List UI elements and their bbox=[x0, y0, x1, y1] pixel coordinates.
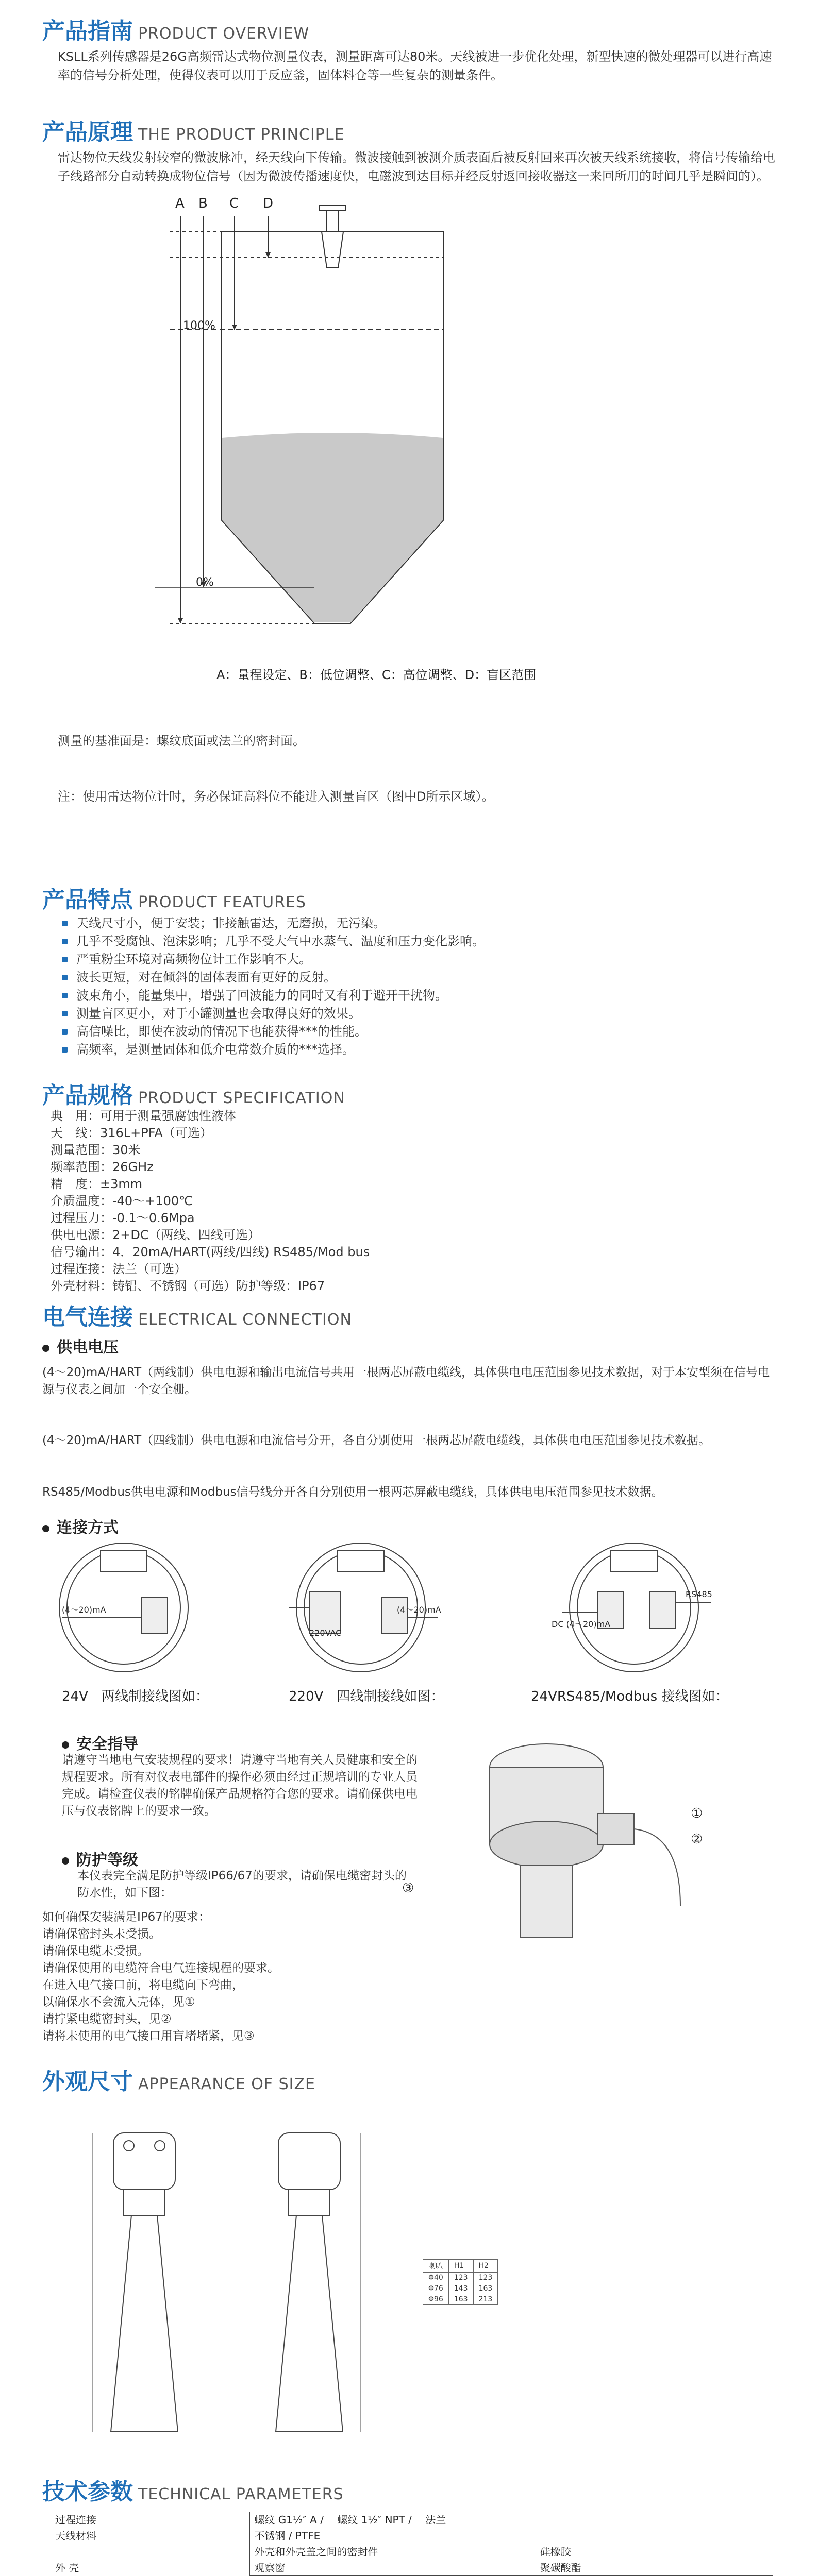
feature-item: 几乎不受腐蚀、泡沫影响；几乎不受大气中水蒸气、温度和压力变化影响。 bbox=[58, 933, 790, 951]
safety-title: 安全指导 bbox=[62, 1731, 138, 1754]
overview-title: 产品指南 PRODUCT OVERVIEW bbox=[42, 18, 310, 44]
label-c: C bbox=[229, 196, 239, 211]
spec-row: 供电电源：2+DC（两线、四线可选） bbox=[51, 1228, 260, 1242]
note-blind-zone: 注：使用雷达物位计时，务必保证高料位不能进入测量盲区（图中D所示区域）。 bbox=[58, 789, 494, 804]
spec-row: 精 度：±3mm bbox=[51, 1177, 143, 1191]
spec-row: 信号输出：4．20mA/HART(两线/四线) RS485/Mod bus bbox=[51, 1245, 370, 1259]
label-empty: 0% bbox=[196, 576, 214, 589]
protection-step: 请确保使用的电缆符合电气连接规程的要求。 bbox=[42, 1961, 279, 1975]
spec-title: 产品规格 PRODUCT SPECIFICATION bbox=[42, 1082, 345, 1109]
spec-row: 测量范围：30米 bbox=[51, 1143, 141, 1157]
feature-item: 测量盲区更小，对于小罐测量也会取得良好的效果。 bbox=[58, 1005, 790, 1023]
tech-title: 技术参数 TECHNICAL PARAMETERS bbox=[42, 2479, 344, 2505]
principle-text: 雷达物位天线发射较窄的微波脉冲，经天线向下传输。微波接触到被测介质表面后被反射回来再次被天线系统接收，将信号传输给电子线路部分自动转换成物位信号（因为微波传播速度快，电磁波到达目标并经反射返回接收器这一来回所用的时间几乎是瞬间的）。 bbox=[58, 150, 775, 183]
spec-row: 过程连接：法兰（可选） bbox=[51, 1262, 187, 1276]
wiring-caption-220v: 220V 四线制接线如图： bbox=[289, 1689, 444, 1704]
supply-text-2: (4～20)mA/HART（四线制）供电电源和电流信号分开，各自分别使用一根两芯屏蔽电缆线，具体供电电压范围参见技术数据。 bbox=[42, 1434, 711, 1447]
feature-item: 波束角小，能量集中，增强了回波能力的同时又有利于避开干扰物。 bbox=[58, 987, 790, 1005]
supply-title: 供电电压 bbox=[42, 1334, 119, 1357]
feature-item: 波长更短，对在倾斜的固体表面有更好的反射。 bbox=[58, 969, 790, 987]
protection-step: 如何确保安装满足IP67的要求： bbox=[42, 1910, 210, 1924]
spec-row: 天 线：316L+PFA（可选） bbox=[51, 1126, 212, 1140]
label-full: 100% bbox=[183, 319, 215, 332]
wiring-caption-rs485: 24VRS485/Modbus 接线图如： bbox=[531, 1689, 729, 1704]
note-baseline: 测量的基准面是：螺纹底面或法兰的密封面。 bbox=[58, 734, 305, 748]
protection-step: 请确保电缆未受损。 bbox=[42, 1944, 149, 1958]
safety-text: 请遵守当地电气安装规程的要求！请遵守当地有关人员健康和安全的规程要求。所有对仪表电部件的操作必须由经过正规培训的专业人员完成。请检查仪表的铭牌确保产品规格符合您的要求。请确保供电电压与仪表铭牌上的要求一致。 bbox=[62, 1753, 418, 1818]
supply-text-3: RS485/Modbus供电电源和Modbus信号线分开各自分别使用一根两芯屏蔽电缆线，具体供电电压范围参见技术数据。 bbox=[42, 1485, 663, 1499]
tech-param-table: 过程连接 螺纹 G1½″ A / 螺纹 1½″ NPT / 法兰 天线材料 不锈钢 / PTFE 外 壳 外壳和外壳盖之间的密封件 硅橡胶 观察窗 聚碳酸酯 bbox=[51, 2512, 773, 2576]
wiring-caption-24v: 24V 两线制接线图如： bbox=[62, 1689, 209, 1704]
terminal-label: DC (4～20)mA bbox=[552, 1619, 611, 1629]
dimension-table: 喇叭 H1 H2 Φ40 123 123 Φ76 143 163 Φ96 163 213 bbox=[423, 2259, 498, 2305]
terminal-label: (4～20)mA bbox=[397, 1605, 441, 1615]
electrical-title: 电气连接 ELECTRICAL CONNECTION bbox=[42, 1304, 352, 1330]
spec-row: 典 用：可用于测量强腐蚀性液体 bbox=[51, 1109, 236, 1123]
feature-item: 高频率，是测量固体和低介电常数介质的***选择。 bbox=[58, 1041, 790, 1059]
terminal-label: (4～20)mA bbox=[62, 1605, 106, 1615]
protection-step: 请拧紧电缆密封头，见② bbox=[42, 2012, 172, 2026]
label-d: D bbox=[263, 196, 274, 211]
protection-step: 以确保水不会流入壳体，见① bbox=[42, 1995, 195, 2009]
diagram-caption: A：量程设定、B：低位调整、C：高位调整、D：盲区范围 bbox=[216, 668, 537, 682]
protection-step: 请确保密封头未受损。 bbox=[42, 1927, 161, 1941]
overview-text: KSLL系列传感器是26G高频雷达式物位测量仪表，测量距离可达80米。天线被进一步优化处理，新型快速的微处理器可以进行高速率的信号分析处理，使得仪表可以用于反应釜，固体料仓等一些复杂的测量条件。 bbox=[58, 49, 772, 82]
spec-row: 外壳材料：铸铝、不锈钢（可选）防护等级：IP67 bbox=[51, 1279, 325, 1293]
protection-title: 防护等级 bbox=[62, 1847, 138, 1870]
principle-title: 产品原理 THE PRODUCT PRINCIPLE bbox=[42, 119, 345, 145]
protection-text: 本仪表完全满足防护等级IP66/67的要求，请确保电缆密封头的防水性，如下图： bbox=[77, 1869, 407, 1900]
feature-item: 天线尺寸小，便于安装；非接触雷达，无磨损，无污染。 bbox=[58, 914, 790, 933]
features-title: 产品特点 PRODUCT FEATURES bbox=[42, 887, 306, 913]
mark-2: ② bbox=[691, 1832, 703, 1847]
feature-item: 严重粉尘环境对高频物位计工作影响不大。 bbox=[58, 951, 790, 969]
protection-step: 在进入电气接口前，将电缆向下弯曲， bbox=[42, 1978, 244, 1992]
terminal-label: 220VAC bbox=[309, 1628, 342, 1638]
dimensions-title: 外观尺寸 APPEARANCE OF SIZE bbox=[42, 2069, 316, 2095]
mark-3: ③ bbox=[402, 1880, 414, 1896]
protection-step: 请将未使用的电气接口用盲堵堵紧，见③ bbox=[42, 2029, 255, 2043]
mark-1: ① bbox=[691, 1806, 703, 1821]
supply-text-1: (4～20)mA/HART（两线制）供电电源和输出电流信号共用一根两芯屏蔽电缆线，具体供电电压范围参见技术数据，对于本安型须在信号电源与仪表之间加一个安全栅。 bbox=[42, 1366, 770, 1396]
label-a: A bbox=[175, 196, 185, 211]
spec-row: 频率范围：26GHz bbox=[51, 1160, 154, 1174]
wiring-title: 连接方式 bbox=[42, 1515, 119, 1537]
feature-item: 高信噪比，即使在波动的情况下也能获得***的性能。 bbox=[58, 1023, 790, 1041]
spec-row: 过程压力：-0.1～0.6Mpa bbox=[51, 1211, 195, 1225]
terminal-label: RS485 bbox=[686, 1589, 712, 1599]
spec-row: 介质温度：-40～+100℃ bbox=[51, 1194, 193, 1208]
label-b: B bbox=[198, 196, 208, 211]
